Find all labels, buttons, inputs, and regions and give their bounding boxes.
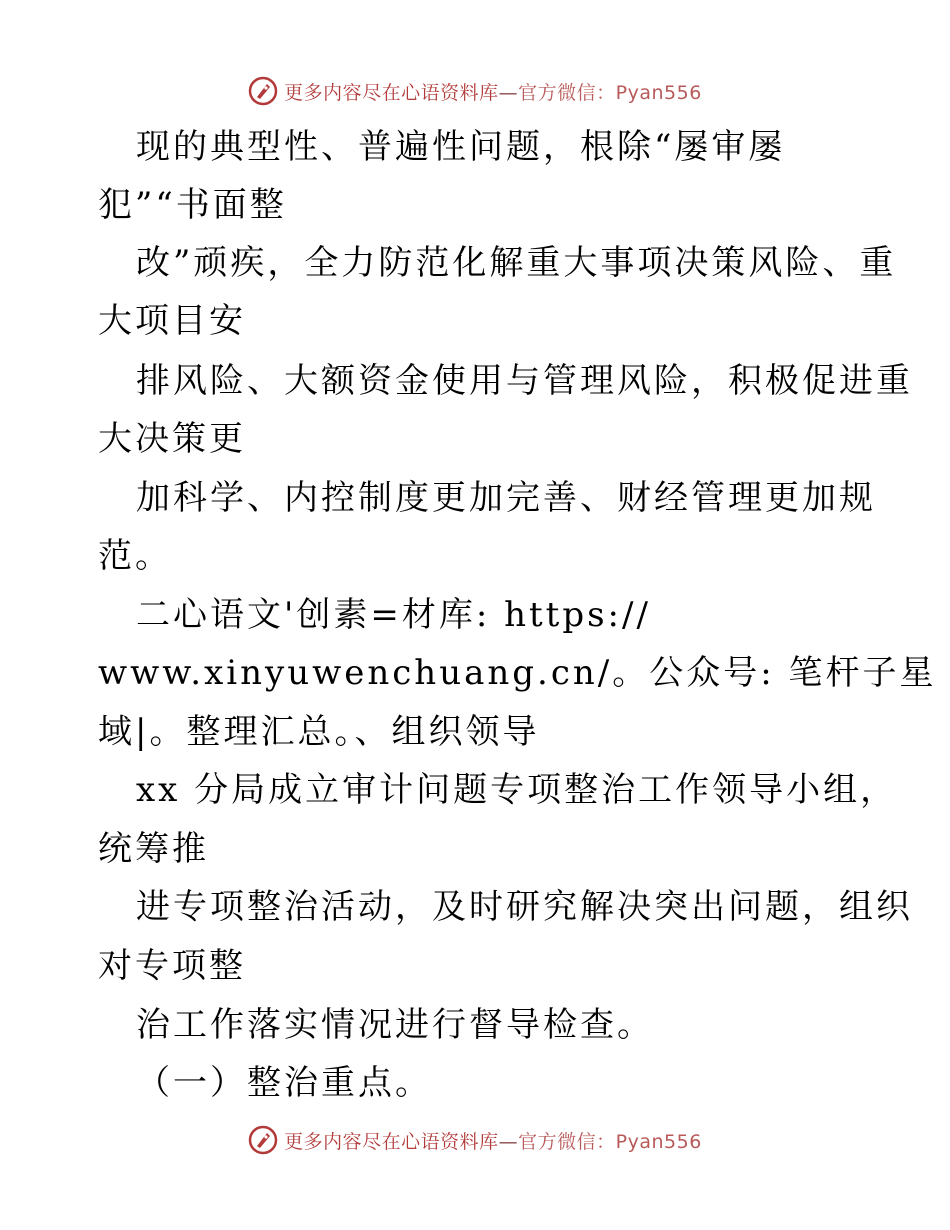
body-line: 加科学、内控制度更加完善、财经管理更加规 [136,478,876,518]
body-line: 排风险、大额资金使用与管理风险，积极促进重 [136,361,913,401]
pen-nib-logo-icon [248,76,278,106]
footer-banner-text [284,1127,702,1154]
body-line: 域|。整理汇总。、组织领导 [98,712,540,752]
footer-banner-separator: — [498,1130,519,1153]
body-line: 治工作落实情况进行督导检查。 [136,1005,654,1045]
footer-banner [0,1120,950,1160]
header-banner-text [284,78,702,105]
header-banner-separator: — [498,81,519,104]
body-line: www.xinyuwenchuang.cn/。公众号: 笔杆子星 [98,653,937,693]
body-line: 范。 [98,536,172,576]
body-line: 大项目安 [98,301,246,341]
section-heading: （一）整治重点。 [136,1063,432,1103]
body-line: 二心语文'创素=材库: https:// [136,595,651,635]
pen-nib-logo-icon [248,1125,278,1155]
body-line: 现的典型性、普遍性问题，根除“屡审屡 [136,127,786,167]
body-line: 进专项整治活动，及时研究解决突出问题，组织 [136,887,913,927]
body-line: 大决策更 [98,419,246,459]
header-banner-title: 更多内容尽在心语资料库 [284,81,499,104]
footer-banner-wechat: 官方微信：Pyan556 [518,1130,702,1153]
header-banner [0,71,950,111]
header-banner-wechat: 官方微信：Pyan556 [518,81,702,104]
body-line: 犯”“书面整 [98,185,287,225]
body-line: xx 分局成立审计问题专项整治工作领导小组， [136,770,898,810]
body-line: 统筹推 [98,829,209,869]
body-line: 改”顽疾，全力防范化解重大事项决策风险、重 [136,243,897,283]
body-line: 对专项整 [98,946,246,986]
footer-banner-title: 更多内容尽在心语资料库 [284,1130,499,1153]
